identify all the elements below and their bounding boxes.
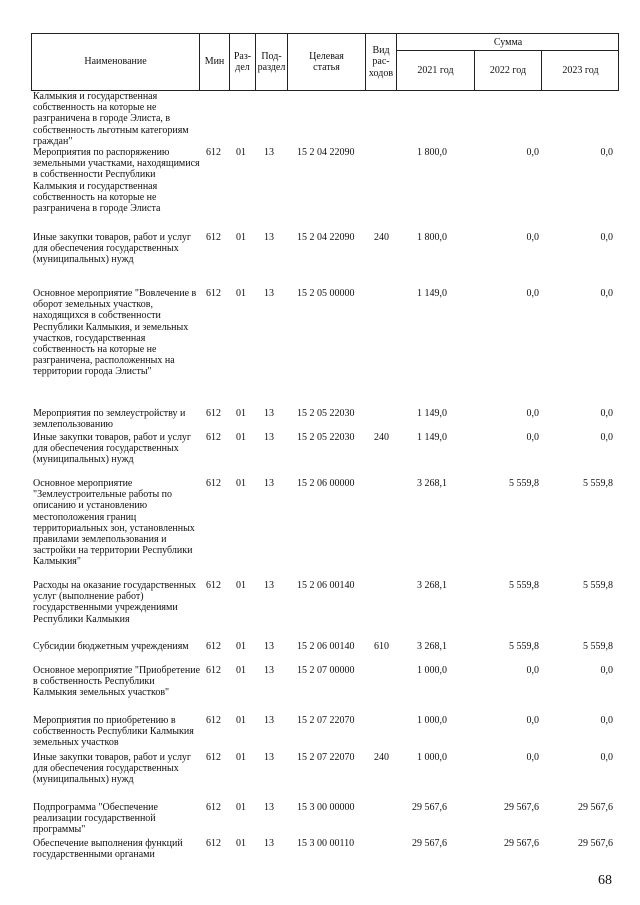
row-podrazdel: 13	[264, 408, 274, 419]
table-header	[31, 33, 619, 91]
row-podrazdel: 13	[264, 665, 274, 676]
row-sum-2022: 0,0	[526, 408, 539, 419]
row-podrazdel: 13	[264, 838, 274, 849]
table-row	[0, 432, 640, 478]
row-sum-2023: 29 567,6	[578, 802, 613, 813]
row-razdel: 01	[236, 288, 246, 299]
row-name: Расходы на оказание государственных услуг (выполнение работ) государственными учреждениями Республики Калмыкия	[33, 580, 197, 625]
row-sum-2022: 29 567,6	[504, 802, 539, 813]
row-sum-2022: 0,0	[526, 752, 539, 763]
row-razdel: 01	[236, 752, 246, 763]
row-sum-2021: 3 268,1	[417, 641, 447, 652]
row-sum-2023: 29 567,6	[578, 838, 613, 849]
row-razdel: 01	[236, 802, 246, 813]
header-min: Мин	[200, 34, 230, 90]
row-celevaya: 15 2 04 22090	[297, 232, 355, 243]
header-vid: Вид рас- ходов	[366, 34, 397, 90]
row-name: Мероприятия по приобретению в собственность Республики Калмыкия земельных участков	[33, 715, 194, 749]
table-row	[0, 838, 640, 868]
header-2022: 2022 год	[475, 51, 542, 90]
row-name: Основное мероприятие "Приобретение в собственность Республики Калмыкия земельных участков"	[33, 665, 201, 699]
row-podrazdel: 13	[264, 802, 274, 813]
row-sum-2021: 3 268,1	[417, 580, 447, 591]
row-celevaya: 15 2 06 00140	[297, 580, 355, 591]
row-name: Основное мероприятие "Вовлечение в оборот земельных участков, находящихся в собственности Республики Калмыкия, и земельных участков, государственная собственность на которые не разграничена, расположенных на территории города Элисты"	[33, 288, 197, 378]
row-name: Мероприятия по землеустройству и землепользованию	[33, 408, 186, 431]
row-vid: 240	[374, 752, 389, 763]
table-row	[0, 288, 640, 408]
row-podrazdel: 13	[264, 580, 274, 591]
row-podrazdel: 13	[264, 288, 274, 299]
row-name: Подпрограмма "Обеспечение реализации государственной программы"	[33, 802, 158, 836]
row-min: 612	[206, 838, 221, 849]
row-sum-2022: 0,0	[526, 147, 539, 158]
row-razdel: 01	[236, 408, 246, 419]
row-sum-2021: 1 000,0	[417, 665, 447, 676]
table-row	[0, 715, 640, 752]
row-min: 612	[206, 232, 221, 243]
row-podrazdel: 13	[264, 432, 274, 443]
row-razdel: 01	[236, 232, 246, 243]
table-row	[0, 232, 640, 288]
row-sum-2022: 5 559,8	[509, 478, 539, 489]
header-podrazdel: Под- раздел	[256, 34, 288, 90]
row-sum-2023: 0,0	[600, 715, 613, 726]
row-razdel: 01	[236, 432, 246, 443]
row-sum-2021: 1 149,0	[417, 408, 447, 419]
row-min: 612	[206, 641, 221, 652]
row-razdel: 01	[236, 838, 246, 849]
page-number: 68	[598, 873, 612, 888]
table-row	[0, 580, 640, 641]
row-celevaya: 15 2 07 22070	[297, 715, 355, 726]
row-razdel: 01	[236, 478, 246, 489]
row-podrazdel: 13	[264, 478, 274, 489]
row-sum-2022: 0,0	[526, 288, 539, 299]
row-sum-2021: 29 567,6	[412, 802, 447, 813]
row-sum-2021: 1 149,0	[417, 432, 447, 443]
header-summa: Сумма	[397, 34, 619, 51]
row-sum-2022: 29 567,6	[504, 838, 539, 849]
row-sum-2021: 29 567,6	[412, 838, 447, 849]
row-sum-2022: 5 559,8	[509, 641, 539, 652]
table-row	[0, 641, 640, 665]
row-min: 612	[206, 408, 221, 419]
header-celevaya: Целевая статья	[288, 34, 366, 90]
row-sum-2023: 0,0	[600, 665, 613, 676]
table-row	[0, 147, 640, 232]
row-sum-2022: 0,0	[526, 432, 539, 443]
row-razdel: 01	[236, 580, 246, 591]
row-sum-2021: 1 149,0	[417, 288, 447, 299]
row-name: Иные закупки товаров, работ и услуг для обеспечения государственных (муниципальных) нужд	[33, 432, 192, 466]
row-sum-2023: 0,0	[600, 232, 613, 243]
header-2021: 2021 год	[397, 51, 475, 90]
row-min: 612	[206, 288, 221, 299]
row-razdel: 01	[236, 641, 246, 652]
header-2023: 2023 год	[562, 65, 599, 76]
header-name: Наименование	[32, 34, 200, 90]
row-razdel: 01	[236, 665, 246, 676]
row-min: 612	[206, 580, 221, 591]
row-min: 612	[206, 715, 221, 726]
row-vid: 240	[374, 232, 389, 243]
row-vid: 240	[374, 432, 389, 443]
row-sum-2022: 5 559,8	[509, 580, 539, 591]
row-razdel: 01	[236, 147, 246, 158]
row-celevaya: 15 2 05 22030	[297, 408, 355, 419]
table-row	[0, 802, 640, 838]
table-row	[0, 91, 640, 147]
row-sum-2021: 1 000,0	[417, 715, 447, 726]
row-min: 612	[206, 665, 221, 676]
table-row	[0, 408, 640, 432]
row-celevaya: 15 2 07 00000	[297, 665, 355, 676]
row-sum-2021: 1 800,0	[417, 232, 447, 243]
row-sum-2023: 0,0	[600, 752, 613, 763]
row-celevaya: 15 2 05 22030	[297, 432, 355, 443]
row-celevaya: 15 3 00 00000	[297, 802, 355, 813]
row-name: Мероприятия по распоряжению земельными участками, находящимися в собственности Республики Калмыкия и государственная собственность на которые не разграничена в городе Элиста	[33, 147, 200, 215]
row-sum-2023: 0,0	[600, 288, 613, 299]
row-sum-2023: 0,0	[600, 147, 613, 158]
row-podrazdel: 13	[264, 641, 274, 652]
table-row	[0, 665, 640, 715]
row-celevaya: 15 2 04 22090	[297, 147, 355, 158]
row-name: Обеспечение выполнения функций государственными органами	[33, 838, 183, 861]
row-podrazdel: 13	[264, 232, 274, 243]
row-razdel: 01	[236, 715, 246, 726]
header-razdel: Раз- дел	[230, 34, 256, 90]
row-sum-2023: 0,0	[600, 408, 613, 419]
row-min: 612	[206, 147, 221, 158]
row-sum-2021: 3 268,1	[417, 478, 447, 489]
row-min: 612	[206, 432, 221, 443]
table-body	[0, 91, 640, 868]
row-sum-2021: 1 800,0	[417, 147, 447, 158]
row-min: 612	[206, 752, 221, 763]
row-celevaya: 15 2 06 00140	[297, 641, 355, 652]
row-sum-2022: 0,0	[526, 665, 539, 676]
row-name: Иные закупки товаров, работ и услуг для обеспечения государственных (муниципальных) нужд	[33, 232, 192, 266]
row-name: Иные закупки товаров, работ и услуг для обеспечения государственных (муниципальных) нужд	[33, 752, 192, 786]
row-celevaya: 15 2 06 00000	[297, 478, 355, 489]
table-row	[0, 752, 640, 802]
row-vid: 610	[374, 641, 389, 652]
row-sum-2023: 5 559,8	[583, 478, 613, 489]
row-sum-2022: 0,0	[526, 715, 539, 726]
row-celevaya: 15 2 07 22070	[297, 752, 355, 763]
row-sum-2023: 0,0	[600, 432, 613, 443]
row-name: Основное мероприятие "Землеустроительные работы по описанию и установлению местоположения границ территориальных зон, установленных правилами землепользования и застройки на территории Республики Калмыкия"	[33, 478, 195, 568]
row-name: Калмыкия и государственная собственность на которые не разграничена в городе Элиста, в собственность льготным категориям граждан"	[33, 91, 189, 147]
row-sum-2021: 1 000,0	[417, 752, 447, 763]
table-row	[0, 478, 640, 580]
row-podrazdel: 13	[264, 752, 274, 763]
row-sum-2022: 0,0	[526, 232, 539, 243]
row-podrazdel: 13	[264, 147, 274, 158]
row-sum-2023: 5 559,8	[583, 641, 613, 652]
row-min: 612	[206, 802, 221, 813]
row-name: Субсидии бюджетным учреждениям	[33, 641, 189, 652]
row-celevaya: 15 2 05 00000	[297, 288, 355, 299]
row-celevaya: 15 3 00 00110	[297, 838, 355, 849]
row-min: 612	[206, 478, 221, 489]
row-sum-2023: 5 559,8	[583, 580, 613, 591]
row-podrazdel: 13	[264, 715, 274, 726]
